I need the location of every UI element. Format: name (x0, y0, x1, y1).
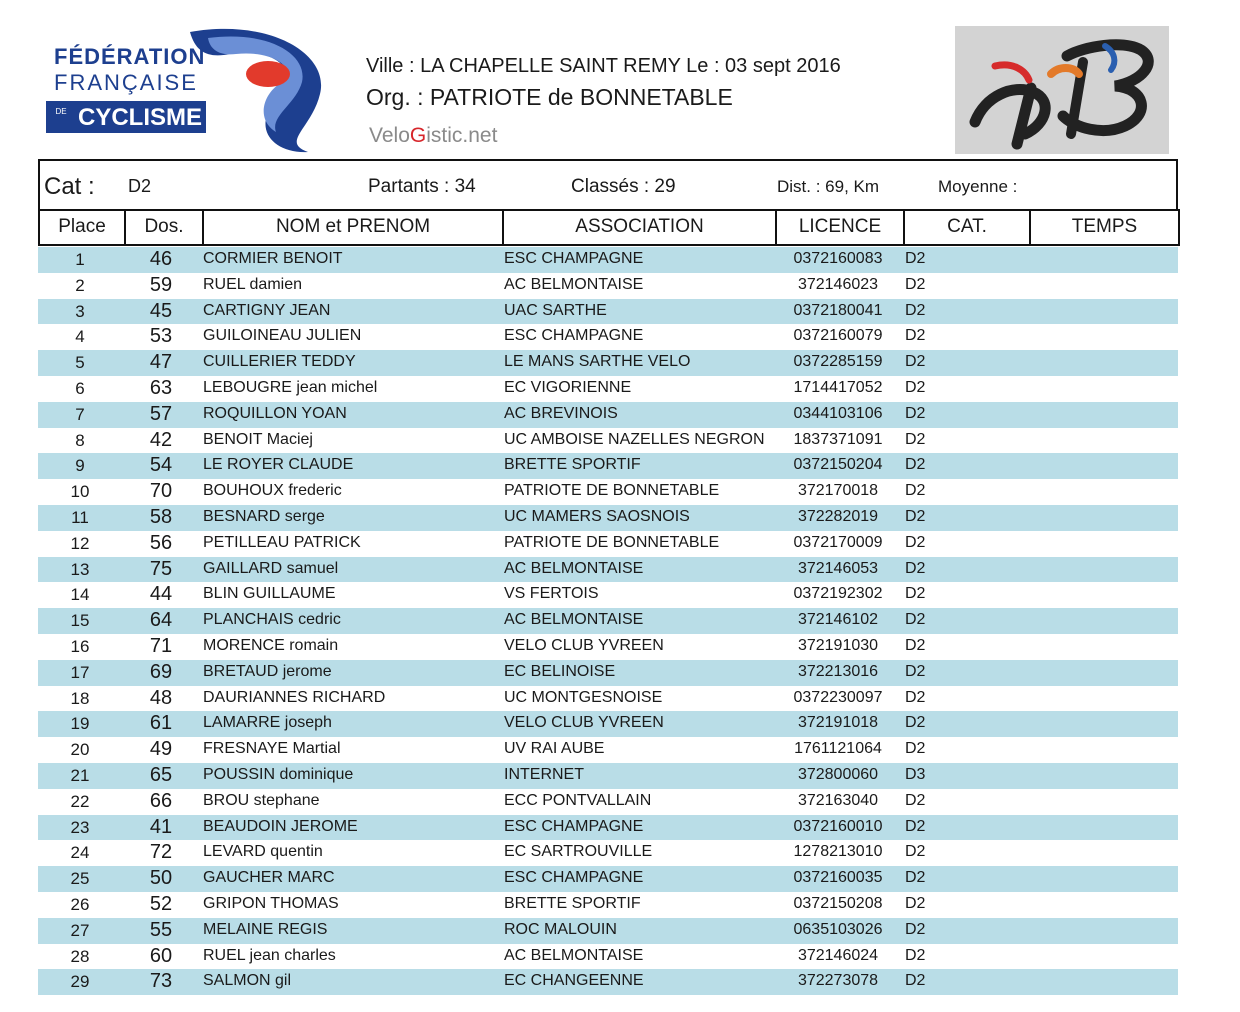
name-cell: RUEL damien (203, 275, 303, 293)
place-cell: 19 (70, 714, 90, 734)
name-cell: GRIPON THOMAS (203, 894, 339, 912)
association-cell: UC MONTGESNOISE (504, 688, 663, 706)
name-cell: GAUCHER MARC (203, 869, 335, 887)
club-logo-icon (955, 26, 1169, 154)
dos-cell: 42 (149, 428, 173, 451)
table-row (38, 324, 1178, 350)
ffc-logo-line2: FRANÇAISE (54, 70, 198, 95)
place-cell: 7 (75, 404, 85, 424)
cat-cell: D2 (905, 636, 926, 654)
dos-cell: 50 (149, 867, 173, 890)
name-cell: GUILOINEAU JULIEN (203, 327, 362, 345)
name-cell: LAMARRE joseph (203, 714, 332, 732)
licence-cell: 0372230097 (793, 688, 883, 706)
cat-cell: D2 (905, 946, 926, 964)
results-column-headers (38, 209, 1180, 246)
name-cell: CUILLERIER TEDDY (203, 353, 356, 371)
table-row (38, 892, 1178, 918)
dos-cell: 56 (149, 531, 173, 554)
association-cell: ROC MALOUIN (504, 920, 617, 938)
table-row (38, 428, 1178, 454)
table-row (38, 763, 1178, 789)
licence-cell: 0372192302 (793, 585, 883, 603)
table-row (38, 918, 1178, 944)
name-cell: MORENCE romain (203, 636, 339, 654)
association-cell: VS FERTOIS (504, 585, 599, 603)
table-row (38, 453, 1178, 479)
cat-cell: D2 (905, 353, 926, 371)
place-cell: 15 (70, 611, 90, 631)
association-cell: AC BELMONTAISE (504, 559, 644, 577)
table-row (38, 737, 1178, 763)
place-cell: 3 (75, 301, 85, 321)
cat-cell: D2 (905, 559, 926, 577)
dos-cell: 60 (149, 944, 173, 967)
name-cell: LE ROYER CLAUDE (203, 456, 354, 474)
licence-cell: 1837371091 (793, 430, 883, 448)
dos-cell: 72 (149, 841, 173, 864)
dos-cell: 57 (149, 402, 173, 425)
table-row (38, 789, 1178, 815)
place-cell: 20 (70, 740, 90, 760)
place-cell: 22 (70, 791, 90, 811)
name-cell: PLANCHAIS cedric (203, 611, 341, 629)
name-cell: BEAUDOIN JEROME (203, 817, 358, 835)
cat-cell: D2 (905, 791, 926, 809)
partants: Partants : 34 (368, 176, 476, 197)
col-cat: CAT. (903, 209, 1029, 244)
col-licence: LICENCE (775, 209, 903, 244)
licence-cell: 0635103026 (793, 920, 883, 938)
place-cell: 8 (75, 430, 85, 450)
dos-cell: 59 (149, 273, 173, 296)
name-cell: FRESNAYE Martial (203, 740, 341, 758)
name-cell: POUSSIN dominique (203, 765, 354, 783)
name-cell: CARTIGNY JEAN (203, 301, 331, 319)
licence-cell: 0372285159 (793, 353, 883, 371)
dos-cell: 47 (149, 351, 173, 374)
table-row (38, 505, 1178, 531)
col-place: Place (58, 215, 106, 237)
col-dos: Dos. (124, 209, 202, 244)
cat-cell: D2 (905, 482, 926, 500)
dos-cell: 71 (149, 634, 173, 657)
association-cell: EC CHANGEENNE (504, 972, 644, 990)
name-cell: BROU stephane (203, 791, 320, 809)
licence-cell: 0372180041 (793, 301, 883, 319)
association-cell: UC MAMERS SAOSNOIS (504, 507, 690, 525)
place-cell: 10 (70, 482, 90, 502)
dos-cell: 65 (149, 763, 173, 786)
cat-label: Cat : (44, 173, 95, 200)
dos-cell: 46 (149, 248, 173, 270)
cat-cell: D2 (905, 972, 926, 990)
results-table (38, 247, 1178, 995)
association-cell: AC BELMONTAISE (504, 275, 644, 293)
org-line: Org. : PATRIOTE de BONNETABLE (366, 84, 733, 110)
place-cell: 11 (71, 507, 89, 527)
velogistic-pre: Velo (369, 124, 410, 147)
name-cell: MELAINE REGIS (203, 920, 328, 938)
dos-cell: 44 (149, 583, 173, 606)
association-cell: AC BREVINOIS (504, 404, 618, 422)
dos-cell: 52 (149, 892, 173, 915)
dos-cell: 53 (149, 325, 173, 348)
moyenne: Moyenne : (938, 177, 1018, 196)
place-cell: 18 (70, 688, 90, 708)
cat-cell: D2 (905, 533, 926, 551)
place-cell: 12 (70, 533, 90, 553)
table-row (38, 686, 1178, 712)
association-cell: ESC CHAMPAGNE (504, 817, 644, 835)
table-row (38, 660, 1178, 686)
licence-cell: 1278213010 (793, 843, 883, 861)
cat-value: D2 (128, 176, 152, 196)
place-cell: 27 (70, 920, 90, 940)
name-cell: PETILLEAU PATRICK (203, 533, 361, 551)
association-cell: PATRIOTE DE BONNETABLE (504, 482, 720, 500)
place-cell: 24 (70, 843, 90, 863)
dos-cell: 73 (149, 970, 173, 993)
cat-cell: D2 (905, 843, 926, 861)
place-cell: 26 (70, 894, 90, 914)
dos-cell: 45 (149, 299, 173, 322)
table-row (38, 299, 1178, 325)
association-cell: UAC SARTHE (504, 301, 607, 319)
licence-cell: 372146024 (797, 946, 879, 964)
table-row (38, 634, 1178, 660)
cat-cell: D2 (905, 404, 926, 422)
association-cell: BRETTE SPORTIF (504, 894, 641, 912)
place-cell: 21 (70, 765, 90, 785)
velogistic-brand (369, 124, 497, 148)
col-association: ASSOCIATION (502, 209, 775, 244)
cat-cell: D2 (905, 662, 926, 680)
dos-cell: 49 (149, 738, 173, 761)
ffc-logo-line3: CYCLISME (78, 104, 203, 131)
dos-cell: 66 (149, 789, 173, 812)
dos-cell: 69 (149, 660, 173, 683)
place-cell: 13 (70, 559, 90, 579)
table-row (38, 376, 1178, 402)
name-cell: LEVARD quentin (203, 843, 323, 861)
ffc-logo (40, 24, 330, 156)
association-cell: EC SARTROUVILLE (504, 843, 653, 861)
licence-cell: 1714417052 (793, 378, 883, 396)
cat-cell: D2 (905, 301, 926, 319)
name-cell: CORMIER BENOIT (203, 250, 343, 267)
place-cell: 9 (75, 456, 85, 476)
cat-cell: D2 (905, 894, 926, 912)
cat-cell: D2 (905, 327, 926, 345)
dos-cell: 64 (149, 609, 173, 632)
place-cell: 4 (75, 327, 85, 347)
table-row (38, 815, 1178, 841)
association-cell: ECC PONTVALLAIN (504, 791, 652, 809)
table-row (38, 866, 1178, 892)
cat-cell: D2 (905, 275, 926, 293)
dos-cell: 54 (149, 454, 173, 477)
place-cell: 1 (75, 250, 85, 269)
ffc-logo-line1: FÉDÉRATION (54, 44, 206, 69)
classes: Classés : 29 (571, 176, 676, 197)
place-cell: 16 (70, 636, 90, 656)
cat-cell: D2 (905, 430, 926, 448)
name-cell: RUEL jean charles (203, 946, 336, 964)
velogistic-g: G (409, 124, 427, 147)
place-cell: 29 (70, 972, 90, 992)
dos-cell: 55 (149, 918, 173, 941)
licence-cell: 0372150204 (793, 456, 883, 474)
name-cell: DAURIANNES RICHARD (203, 688, 386, 706)
licence-cell: 372213016 (797, 662, 879, 680)
name-cell: BOUHOUX frederic (203, 482, 342, 500)
cat-cell: D2 (905, 507, 926, 525)
licence-cell: 372163040 (797, 791, 879, 809)
name-cell: GAILLARD samuel (203, 559, 339, 577)
licence-cell: 372191018 (797, 714, 879, 732)
name-cell: ROQUILLON YOAN (203, 404, 347, 422)
name-cell: LEBOUGRE jean michel (203, 378, 378, 396)
dos-cell: 75 (149, 557, 173, 580)
licence-cell: 372146053 (797, 559, 879, 577)
association-cell: AC BELMONTAISE (504, 611, 644, 629)
table-row (38, 969, 1178, 995)
cat-cell: D2 (905, 585, 926, 603)
association-cell: INTERNET (504, 765, 584, 783)
table-row (38, 273, 1178, 299)
place-cell: 6 (75, 378, 85, 398)
cat-cell: D2 (905, 869, 926, 887)
association-cell: LE MANS SARTHE VELO (504, 353, 691, 371)
licence-cell: 0372160010 (793, 817, 883, 835)
association-cell: UC AMBOISE NAZELLES NEGRON (504, 430, 765, 448)
cat-cell: D2 (905, 611, 926, 629)
club-logo (955, 26, 1169, 154)
association-cell: EC BELINOISE (504, 662, 616, 680)
licence-cell: 372170018 (797, 482, 879, 500)
table-row (38, 711, 1178, 737)
table-row (38, 479, 1178, 505)
licence-cell: 372146023 (797, 275, 879, 293)
name-cell: BLIN GUILLAUME (203, 585, 336, 603)
name-cell: BENOIT Maciej (203, 430, 313, 448)
place-cell: 2 (75, 275, 85, 295)
licence-cell: 0372160079 (793, 327, 883, 345)
cat-cell: D2 (905, 456, 926, 474)
licence-cell: 372800060 (797, 765, 879, 783)
place-cell: 28 (70, 946, 90, 966)
association-cell: ESC CHAMPAGNE (504, 327, 644, 345)
cat-cell: D2 (905, 740, 926, 758)
table-row (38, 944, 1178, 970)
cat-cell: D3 (905, 765, 926, 783)
association-cell: PATRIOTE DE BONNETABLE (504, 533, 720, 551)
table-row (38, 840, 1178, 866)
ville-line: Ville : LA CHAPELLE SAINT REMY Le : 03 sept 2016 (366, 55, 841, 77)
licence-cell: 372273078 (797, 972, 879, 990)
place-cell: 14 (70, 585, 90, 605)
cat-cell: D2 (905, 378, 926, 396)
dos-cell: 41 (149, 815, 173, 838)
cat-cell: D2 (905, 714, 926, 732)
col-nom: NOM et PRENOM (202, 209, 502, 244)
licence-cell: 0372150208 (793, 894, 883, 912)
race-info-box (38, 159, 1178, 211)
dos-cell: 61 (149, 712, 173, 735)
distance: Dist. : 69, Km (777, 177, 880, 196)
licence-cell: 0344103106 (793, 404, 883, 422)
dos-cell: 63 (149, 376, 173, 399)
place-cell: 17 (70, 662, 90, 682)
place-cell: 5 (75, 353, 85, 373)
velogistic-post: istic.net (426, 124, 498, 147)
association-cell: BRETTE SPORTIF (504, 456, 641, 474)
licence-cell: 0372160035 (793, 869, 883, 887)
licence-cell: 372146102 (797, 611, 879, 629)
table-row (38, 350, 1178, 376)
name-cell: BRETAUD jerome (203, 662, 332, 680)
licence-cell: 0372170009 (793, 533, 883, 551)
association-cell: VELO CLUB YVREEN (504, 636, 664, 654)
table-row (38, 402, 1178, 428)
table-row (38, 582, 1178, 608)
licence-cell: 1761121064 (794, 740, 882, 758)
col-temps: TEMPS (1029, 209, 1178, 244)
dos-cell: 48 (149, 686, 173, 709)
cat-cell: D2 (905, 920, 926, 938)
name-cell: BESNARD serge (203, 507, 325, 525)
licence-cell: 0372160083 (793, 250, 883, 267)
association-cell: VELO CLUB YVREEN (504, 714, 664, 732)
place-cell: 25 (70, 869, 90, 889)
association-cell: EC VIGORIENNE (504, 378, 632, 396)
dos-cell: 58 (149, 505, 173, 528)
association-cell: ESC CHAMPAGNE (504, 250, 644, 267)
table-row (38, 247, 1178, 273)
ffc-logo-de: DE (55, 107, 67, 116)
association-cell: AC BELMONTAISE (504, 946, 644, 964)
cat-cell: D2 (905, 817, 926, 835)
name-cell: SALMON gil (203, 972, 292, 990)
dos-cell: 70 (149, 480, 173, 503)
cat-cell: D2 (905, 688, 926, 706)
association-cell: ESC CHAMPAGNE (504, 869, 644, 887)
table-row (38, 608, 1178, 634)
cat-cell: D2 (905, 250, 926, 267)
association-cell: UV RAI AUBE (504, 740, 605, 758)
licence-cell: 372191030 (797, 636, 879, 654)
place-cell: 23 (70, 817, 90, 837)
licence-cell: 372282019 (797, 507, 879, 525)
table-row (38, 531, 1178, 557)
table-row (38, 557, 1178, 583)
